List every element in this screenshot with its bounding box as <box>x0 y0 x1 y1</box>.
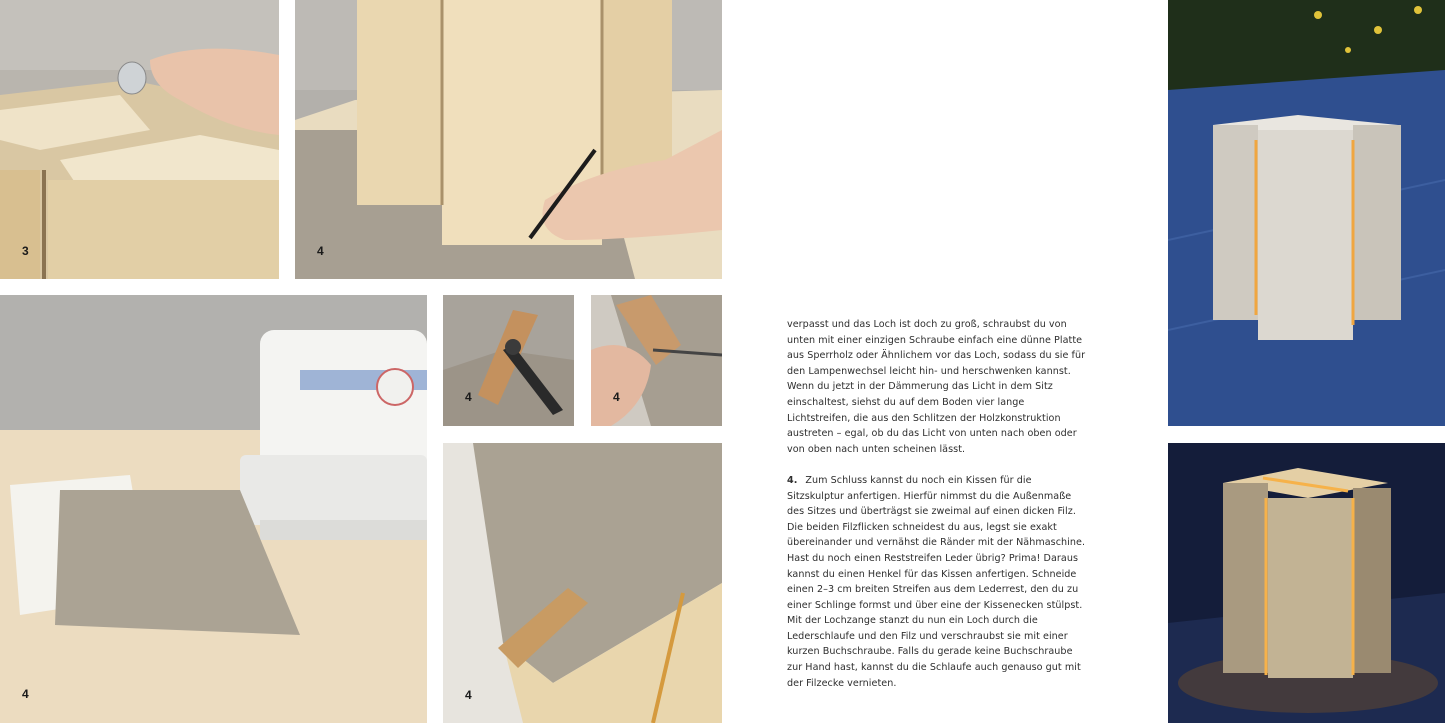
step-number: 4 <box>613 390 620 404</box>
step-number: 4 <box>465 688 472 702</box>
photo-lamp-dusk <box>1168 0 1445 426</box>
photo-leather-punch <box>443 295 574 426</box>
body-text <box>787 317 1087 691</box>
step-label: 4. <box>787 474 798 486</box>
step-number: 3 <box>22 244 29 258</box>
photo-sewing-machine <box>0 295 427 723</box>
step-number: 4 <box>317 244 324 258</box>
paragraph: verpasst und das Loch ist doch zu groß, schraubst du von unten mit einer einzigen Schraube einfach eine dünne Platte aus Sperrholz oder Ähnlichem vor das Loch, sodass du sie für den Lampenwechsel leicht hin- und herschwenken kannst. Wenn du jetzt in der Dämmerung das Licht in dem Sitz einschaltest, siehst du auf dem Boden vier lange Lichtstreifen, die aus den Schlitzen der Holzkonstruktion austreten – egal, ob du das Licht von unten nach oben oder von oben nach unten scheinen lässt. <box>787 319 1086 455</box>
paragraph-step-4 <box>787 473 1087 691</box>
photo-marking-felt <box>295 0 722 279</box>
step-number: 4 <box>22 687 29 701</box>
step-number: 4 <box>465 390 472 404</box>
photo-cube-screw <box>0 0 279 279</box>
photo-lamp-night <box>1168 443 1445 723</box>
paragraph: Zum Schluss kannst du noch ein Kissen für die Sitzskulptur anfertigen. Hierfür nimmst du die Außenmaße des Sitzes und überträgst sie zweimal auf einen dicken Filz. Die beiden Filzflicken schneidest du aus, legst sie exakt übereinander und vernähst die Ränder mit der Nähmaschine. Hast du noch einen Reststreifen Leder übrig? Prima! Daraus kannst du einen Henkel für das Kissen anfertigen. Schneide einen 2–3 cm breiten Streifen aus dem Lederrest, den du zu einer Schlinge formst und über eine der Kissenecken stülpst. Mit der Lochzange stanzt du nun ein Loch durch die Lederschlaufe und den Filz und verschraubst sie mit einer kurzen Buchschraube. Falls du gerade keine Buchschraube zur Hand hast, kannst du die Schlaufe auch genauso gut mit der Filzecke vernieten. <box>787 474 1086 689</box>
photo-leather-screw <box>591 295 722 426</box>
photo-felt-cushion <box>443 443 722 723</box>
